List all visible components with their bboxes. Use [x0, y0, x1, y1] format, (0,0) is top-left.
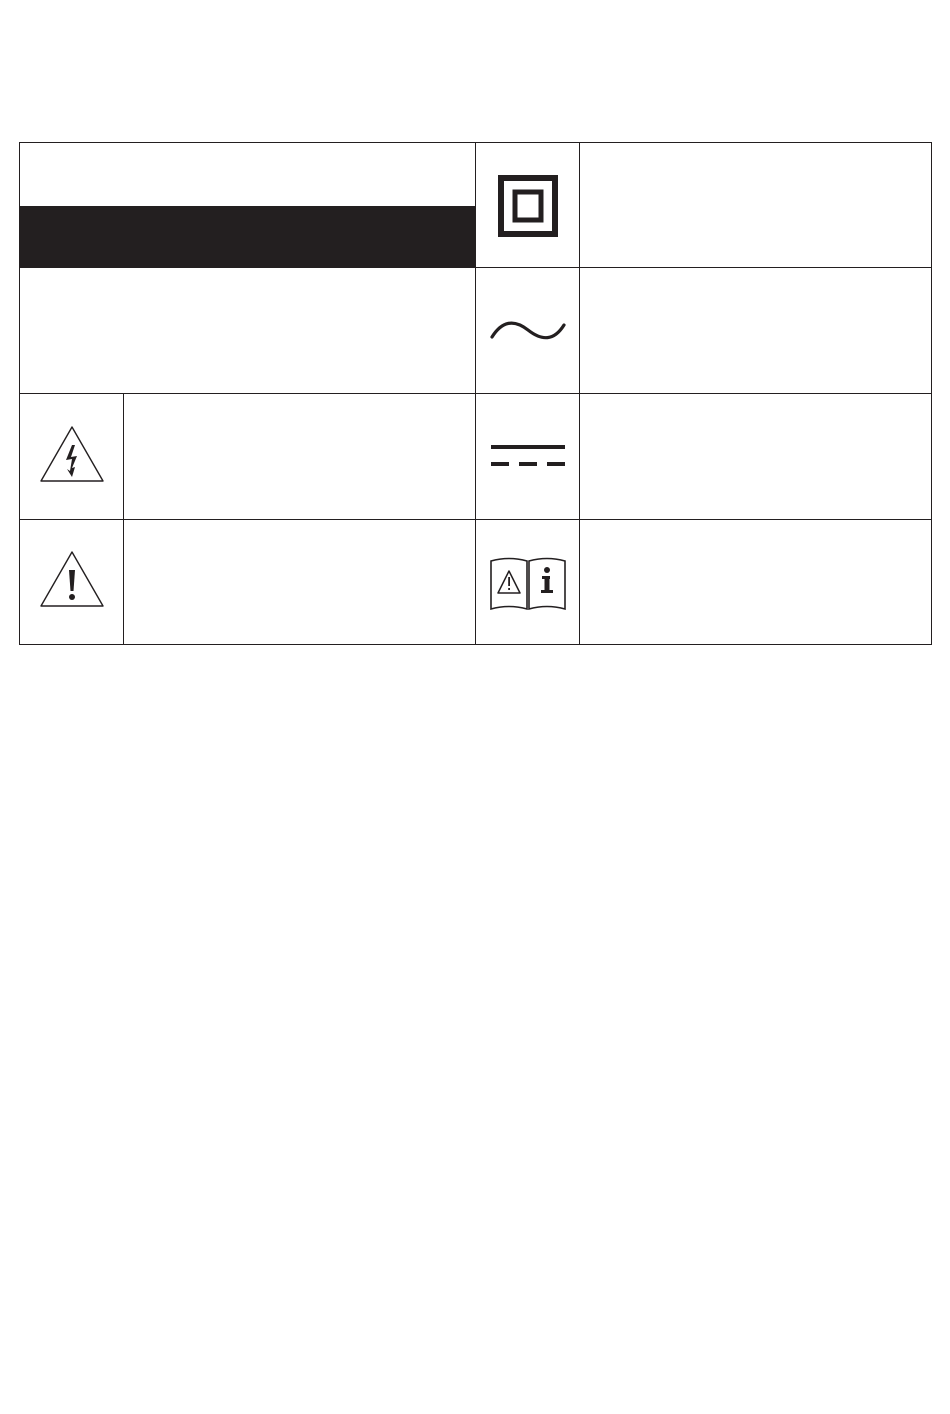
divider-row-3 — [20, 519, 931, 520]
dc-voltage-lines-icon — [490, 443, 566, 469]
class-ii-double-square-icon — [498, 175, 558, 237]
symbols-table — [19, 142, 932, 645]
divider-row-1 — [20, 267, 931, 268]
header-black-band — [20, 206, 476, 268]
divider-row-2 — [20, 393, 931, 394]
lightning-warning-triangle-icon — [39, 425, 105, 483]
read-manual-book-icon — [489, 555, 567, 611]
ac-voltage-sine-icon — [490, 315, 566, 345]
exclamation-warning-triangle-icon — [39, 550, 105, 608]
header-cell — [20, 143, 476, 268]
